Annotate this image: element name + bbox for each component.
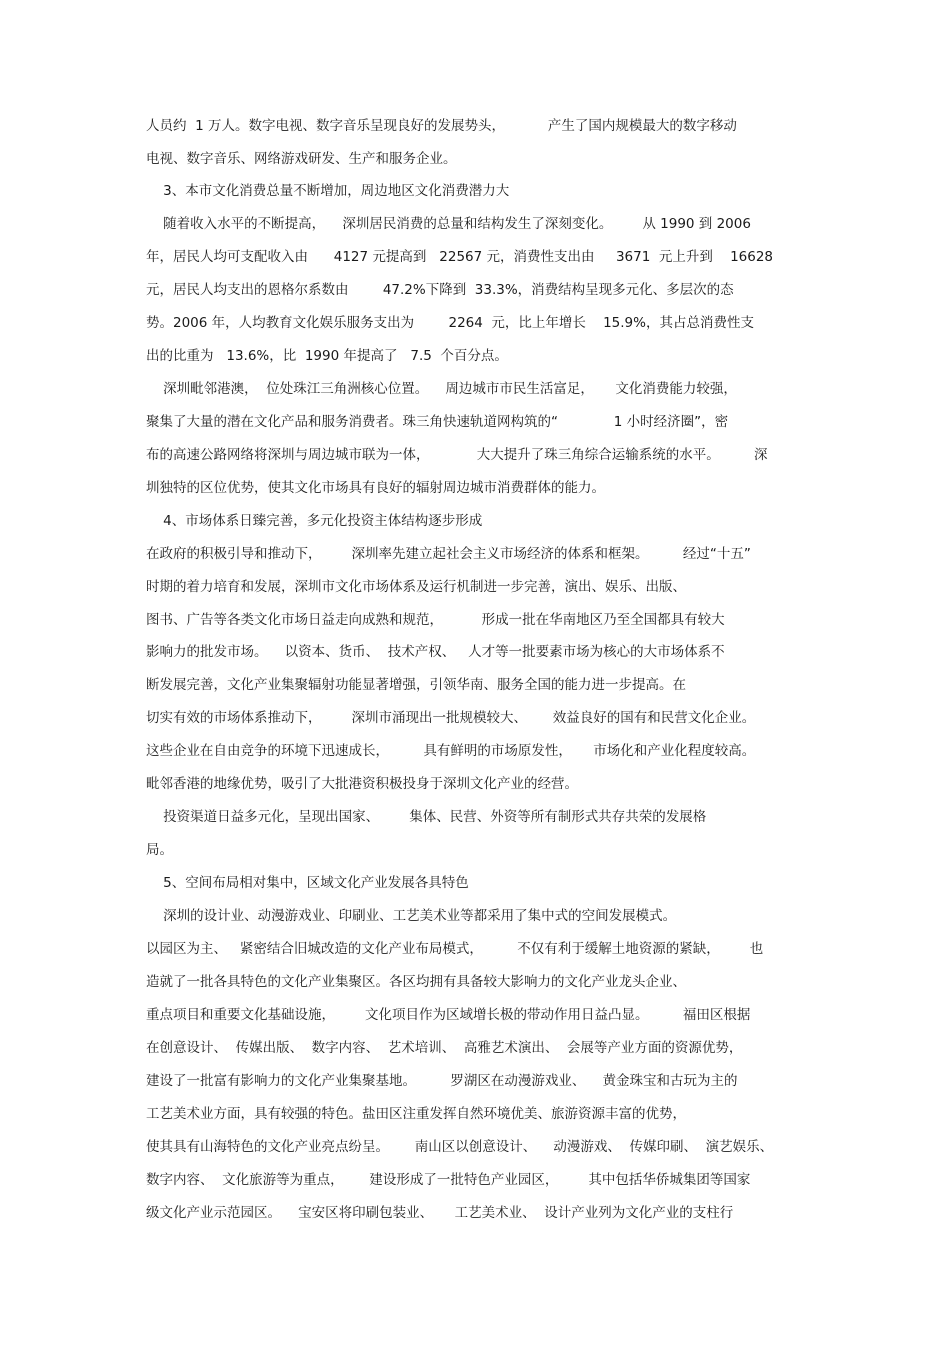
text-line: 在创意设计、 传媒出版、 数字内容、 艺术培训、 高雅艺术演出、 会展等产业方面的资源优势， bbox=[146, 1040, 743, 1056]
text-line: 使其具有山海特色的文化产业亮点纷呈。 南山区以创意设计、 动漫游戏、 传媒印刷、 演艺娱乐、 bbox=[146, 1139, 774, 1155]
text-line: 在政府的积极引导和推动下， 深圳率先建立起社会主义市场经济的体系和框架。 经过“十五” bbox=[146, 546, 751, 562]
text-line: 工艺美术业方面，具有较强的特色。盐田区注重发挥自然环境优美、旅游资源丰富的优势， bbox=[146, 1106, 686, 1122]
section-heading: 5、空间布局相对集中，区域文化产业发展各具特色 bbox=[146, 875, 469, 891]
text-line: 断发展完善，文化产业集聚辐射功能显著增强，引领华南、服务全国的能力进一步提高。在 bbox=[146, 677, 686, 693]
text-line: 聚集了大量的潜在文化产品和服务消费者。珠三角快速轨道网构筑的“ 1 小时经济圈”，密 bbox=[146, 414, 729, 430]
text-line: 影响力的批发市场。 以资本、货币、 技术产权、 人才等一批要素市场为核心的大市场体系不 bbox=[146, 644, 725, 660]
text-line: 建设了一批富有影响力的文化产业集聚基地。 罗湖区在动漫游戏业、 黄金珠宝和古玩为主的 bbox=[146, 1073, 738, 1089]
section-heading: 3、本市文化消费总量不断增加，周边地区文化消费潜力大 bbox=[146, 183, 510, 199]
text-line: 深圳毗邻港澳， 位处珠江三角洲核心位置。 周边城市市民生活富足， 文化消费能力较强， bbox=[146, 381, 737, 397]
text-line: 数字内容、 文化旅游等为重点， 建设形成了一批特色产业园区， 其中包括华侨城集团等国家 bbox=[146, 1172, 751, 1188]
text-line: 人员约 1 万人。数字电视、数字音乐呈现良好的发展势头， 产生了国内规模最大的数字移动 bbox=[146, 118, 737, 134]
text-line: 毗邻香港的地缘优势，吸引了大批港资积极投身于深圳文化产业的经营。 bbox=[146, 776, 578, 792]
text-line: 圳独特的区位优势，使其文化市场具有良好的辐射周边城市消费群体的能力。 bbox=[146, 480, 605, 496]
text-line: 以园区为主、 紧密结合旧城改造的文化产业布局模式， 不仅有利于缓解土地资源的紧缺， 也 bbox=[146, 941, 764, 957]
text-line: 年，居民人均可支配收入由 4127 元提高到 22567 元，消费性支出由 3671 元上升到 16628 bbox=[146, 249, 774, 265]
text-line: 出的比重为 13.6%，比 1990 年提高了 7.5 个百分点。 bbox=[146, 348, 508, 364]
text-line: 随着收入水平的不断提高， 深圳居民消费的总量和结构发生了深刻变化。 从 1990 到 2006 bbox=[146, 216, 751, 232]
text-line: 级文化产业示范园区。 宝安区将印刷包装业、 工艺美术业、 设计产业列为文化产业的支柱行 bbox=[146, 1205, 734, 1221]
text-line: 局。 bbox=[146, 842, 173, 858]
text-line: 重点项目和重要文化基础设施， 文化项目作为区域增长极的带动作用日益凸显。 福田区根据 bbox=[146, 1007, 751, 1023]
section-heading: 4、市场体系日臻完善，多元化投资主体结构逐步形成 bbox=[146, 513, 483, 529]
text-line: 造就了一批各具特色的文化产业集聚区。各区均拥有具备较大影响力的文化产业龙头企业、 bbox=[146, 974, 686, 990]
text-line: 深圳的设计业、动漫游戏业、印刷业、工艺美术业等都采用了集中式的空间发展模式。 bbox=[146, 908, 677, 924]
text-line: 投资渠道日益多元化，呈现出国家、 集体、民营、外资等所有制形式共存共荣的发展格 bbox=[146, 809, 707, 825]
text-line: 布的高速公路网络将深圳与周边城市联为一体， 大大提升了珠三角综合运输系统的水平。 深 bbox=[146, 447, 768, 463]
text-line: 元，居民人均支出的恩格尔系数由 47.2%下降到 33.3%，消费结构呈现多元化、多层次的态 bbox=[146, 282, 734, 298]
text-line: 势。2006 年，人均教育文化娱乐服务支出为 2264 元，比上年增长 15.9%，其占总消费性支 bbox=[146, 315, 754, 331]
text-line: 切实有效的市场体系推动下， 深圳市涌现出一批规模较大、 效益良好的国有和民营文化企业。 bbox=[146, 710, 756, 726]
text-line: 电视、数字音乐、网络游戏研发、生产和服务企业。 bbox=[146, 151, 457, 167]
text-line: 这些企业在自由竞争的环境下迅速成长， 具有鲜明的市场原发性， 市场化和产业化程度较高。 bbox=[146, 743, 756, 759]
text-line: 图书、广告等各类文化市场日益走向成熟和规范， 形成一批在华南地区乃至全国都具有较大 bbox=[146, 612, 725, 628]
text-line: 时期的着力培育和发展，深圳市文化市场体系及运行机制进一步完善，演出、娱乐、出版、 bbox=[146, 579, 686, 595]
